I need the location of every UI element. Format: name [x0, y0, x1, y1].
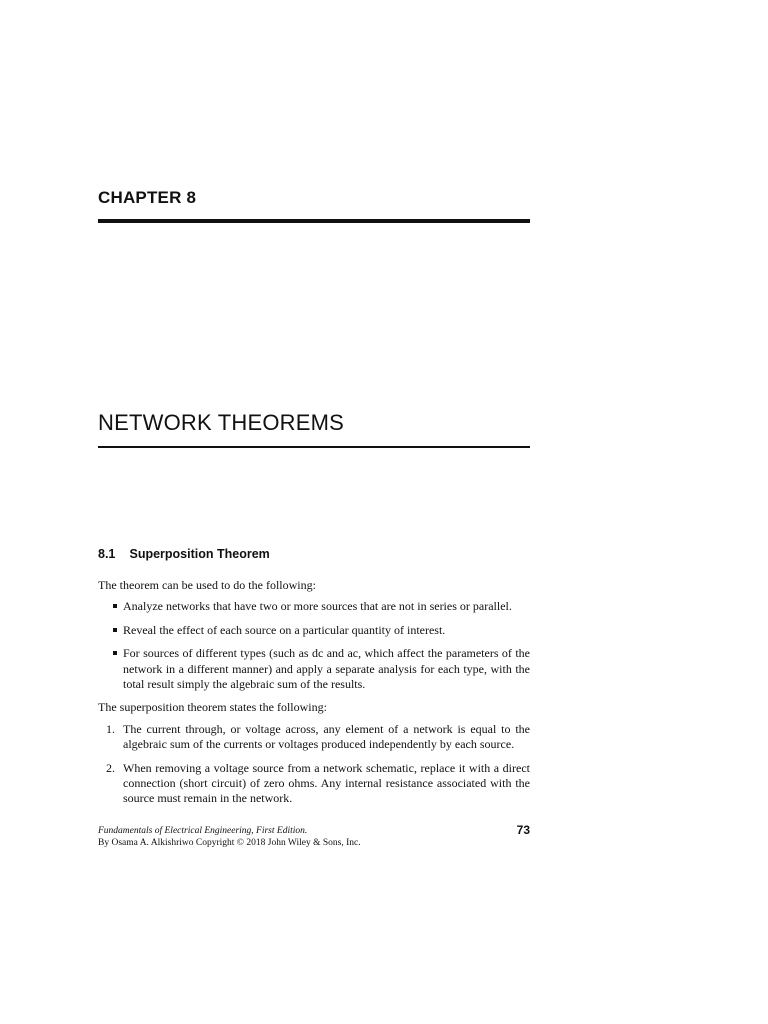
item-number: 2.: [106, 760, 115, 775]
section-number: 8.1: [98, 547, 116, 561]
item-number: 1.: [106, 721, 115, 736]
bullet-item: [98, 599, 530, 614]
section-heading: [98, 547, 270, 561]
statement-intro: The superposition theorem states the following:: [98, 700, 327, 715]
bullet-marker-icon: [113, 651, 117, 655]
title-rule: [98, 446, 530, 448]
bullet-item: [98, 623, 530, 638]
chapter-title: NETWORK THEOREMS: [98, 410, 345, 435]
footer-book-title: Fundamentals of Electrical Engineering, First Edition.: [98, 826, 308, 836]
item-text: The current through, or voltage across, any element of a network is equal to the algebraic sum of the currents or voltages produced independently by each source.: [123, 721, 530, 752]
intro-paragraph: The theorem can be used to do the following:: [98, 578, 316, 592]
numbered-item: [98, 761, 530, 807]
bullet-text: Reveal the effect of each source on a particular quantity of interest.: [123, 622, 446, 637]
numbered-item: [98, 722, 530, 753]
item-text: When removing a voltage source from a network schematic, replace it with a direct connection (short circuit) of zero ohms. Any internal resistance associated with the source must remain in the network.: [123, 760, 530, 806]
page-number: 73: [516, 823, 530, 837]
section-title: Superposition Theorem: [129, 547, 270, 561]
body-text: [98, 578, 530, 815]
bullet-list: [98, 599, 530, 692]
bullet-item: [98, 646, 530, 692]
footer-credits: [98, 825, 361, 849]
bullet-marker-icon: [113, 628, 117, 632]
chapter-rule: [98, 219, 530, 223]
bullet-text: For sources of different types (such as dc and ac, which affect the parameters of the network in a different manner) and apply a separate analysis for each type, with the total result simply the algebraic sum of the results.: [123, 646, 530, 692]
footer-copyright: By Osama A. Alkishriwo Copyright © 2018 John Wiley & Sons, Inc.: [98, 838, 361, 848]
bullet-text: Analyze networks that have two or more sources that are not in series or parallel.: [123, 599, 512, 614]
chapter-label: CHAPTER 8: [98, 188, 197, 207]
numbered-list: [98, 722, 530, 807]
bullet-marker-icon: [113, 604, 117, 608]
